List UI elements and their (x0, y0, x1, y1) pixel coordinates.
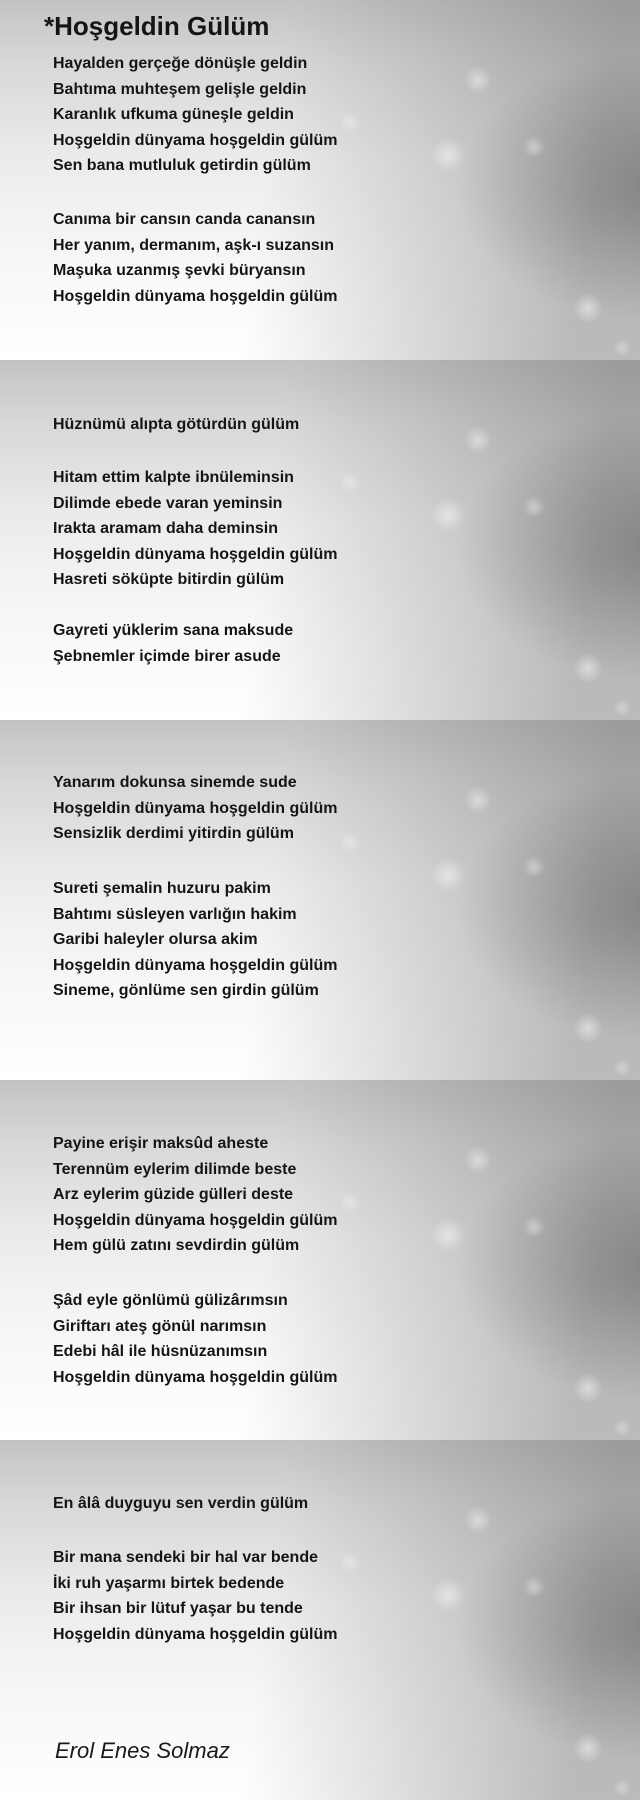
poem-line: Hoşgeldin dünyama hoşgeldin gülüm (53, 956, 338, 974)
poem-line: Sensizlik derdimi yitirdin gülüm (53, 825, 294, 842)
poem-line: Hitam ettim kalpte ibnüleminsin (53, 469, 294, 486)
poem-line: Edebi hâl ile hüsnüzanımsın (53, 1343, 268, 1360)
stanza-10 (53, 1491, 308, 1517)
poem-line: Irakta aramam daha deminsin (53, 520, 278, 537)
stanza-5 (53, 618, 293, 669)
poem-line: Hoşgeldin dünyama hoşgeldin gülüm (53, 287, 338, 305)
poem-line: Hem gülü zatını sevdirdin gülüm (53, 1237, 300, 1254)
poem-line: Arz eylerim güzide gülleri deste (53, 1186, 294, 1203)
poem-line: Bir ihsan bir lütuf yaşar bu tende (53, 1600, 303, 1617)
poem-line: Sineme, gönlüme sen girdin gülüm (53, 982, 319, 999)
poem-line: Terennüm eylerim dilimde beste (53, 1160, 297, 1178)
poem-line: Hoşgeldin dünyama hoşgeldin gülüm (53, 131, 338, 149)
poem-line: Payine erişir maksûd aheste (53, 1135, 269, 1152)
poem-line: Hoşgeldin dünyama hoşgeldin gülüm (53, 1625, 338, 1643)
stanza-3 (53, 412, 299, 438)
poem-line: Karanlık ufkuma güneşle geldin (53, 106, 294, 123)
poem-line: Hoşgeldin dünyama hoşgeldin gülüm (53, 1368, 338, 1386)
poem-line: Bahtıma muhteşem gelişle geldin (53, 80, 307, 98)
stanza-1 (53, 51, 337, 179)
poem-line: Hoşgeldin dünyama hoşgeldin gülüm (53, 545, 338, 563)
stanza-2 (53, 207, 337, 309)
stanza-4 (53, 465, 337, 593)
author-signature: Erol Enes Solmaz (55, 1738, 230, 1763)
poem-line: En âlâ duyguyu sen verdin gülüm (53, 1495, 309, 1512)
poem-line: Gayreti yüklerim sana maksude (53, 622, 294, 639)
poem-line: Yanarım dokunsa sinemde sude (53, 774, 297, 791)
poem-line: Hoşgeldin dünyama hoşgeldin gülüm (53, 1211, 338, 1229)
poem-line: Maşuka uzanmış şevki büryansın (53, 262, 306, 279)
poem-line: Hasreti söküpte bitirdin gülüm (53, 571, 285, 588)
poem-line: Giriftarı ateş gönül narımsın (53, 1317, 267, 1335)
poem-line: Bir mana sendeki bir hal var bende (53, 1549, 318, 1566)
poem-line: Şâd eyle gönlümü gülizârımsın (53, 1292, 288, 1309)
poem-line: Şebnemler içimde birer asude (53, 647, 281, 665)
poem-line: Hoşgeldin dünyama hoşgeldin gülüm (53, 799, 338, 817)
stanza-7 (53, 876, 337, 1004)
poem-line: Sen bana mutluluk getirdin gülüm (53, 157, 311, 174)
poem-line: Canıma bir cansın canda canansın (53, 211, 316, 228)
poem-title: *Hoşgeldin Gülüm (44, 11, 270, 41)
stanza-6 (53, 770, 337, 847)
poem-line: İki ruh yaşarmı birtek bedende (53, 1574, 285, 1592)
poem-line: Her yanım, dermanım, aşk-ı suzansın (53, 236, 334, 254)
poem-line: Garibi haleyler olursa akim (53, 931, 258, 948)
poem-line: Dilimde ebede varan yeminsin (53, 494, 283, 512)
poem-line: Hayalden gerçeğe dönüşle geldin (53, 55, 308, 72)
stanza-8 (53, 1131, 337, 1259)
poem-line: Sureti şemalin huzuru pakim (53, 880, 271, 897)
stanza-9 (53, 1288, 337, 1390)
poem-line: Hüznümü alıpta götürdün gülüm (53, 416, 300, 433)
poem-line: Bahtımı süsleyen varlığın hakim (53, 905, 297, 923)
stanza-11 (53, 1545, 337, 1647)
